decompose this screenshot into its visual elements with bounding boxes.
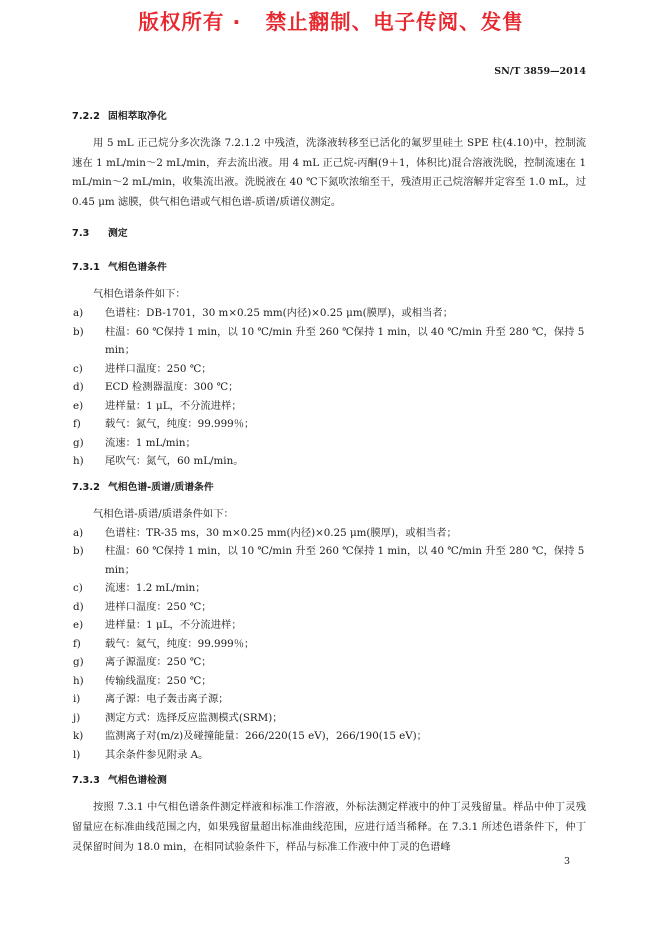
heading-7-3-2 xyxy=(72,480,586,496)
list-item xyxy=(72,378,586,397)
list-item-text: 离子源温度：250 ℃； xyxy=(105,656,212,669)
list-item-text: 柱温：60 ℃保持 1 min，以 10 ℃/min 升至 260 ℃保持 1 min，以 40 ℃/min 升至 280 ℃，保持 5 min； xyxy=(105,545,585,576)
heading-number: 7.3.2 xyxy=(72,481,100,493)
list-item-text: 尾吹气：氮气，60 mL/min。 xyxy=(105,455,244,468)
list-item-text: 载气：氦气，纯度：99.999％； xyxy=(105,637,255,650)
list-item xyxy=(72,709,586,728)
list-intro: 气相色谱-质谱/质谱条件如下： xyxy=(93,507,234,520)
list-item-text: 色谱柱：DB-1701，30 m×0.25 mm(内径)×0.25 μm(膜厚)，或相当者； xyxy=(105,307,453,320)
list-item-text: 进样口温度：250 ℃； xyxy=(105,600,212,613)
heading-7-3-1 xyxy=(72,260,586,276)
list-item-text: 其余条件参见附录 A。 xyxy=(105,748,209,761)
list-item xyxy=(72,323,586,360)
list-item-text: 柱温：60 ℃保持 1 min，以 10 ℃/min 升至 260 ℃保持 1 min，以 40 ℃/min 升至 280 ℃，保持 5 min； xyxy=(105,325,585,357)
list-item-marker: d) xyxy=(73,381,84,394)
list-intro: 气相色谱条件如下： xyxy=(93,288,186,301)
list-item xyxy=(72,653,586,672)
watermark: 版权所有 · 禁止翻制、电子传阅、发售 xyxy=(138,10,524,34)
list-item xyxy=(72,579,586,598)
heading-7-3 xyxy=(72,226,586,242)
heading-number: 7.2.2 xyxy=(72,111,100,122)
list-item-text: 离子源：电子轰击离子源； xyxy=(105,693,229,706)
list-item-text: 流速：1.2 mL/min； xyxy=(105,582,206,595)
list-item xyxy=(72,635,586,654)
list-item-marker: l) xyxy=(73,748,81,761)
list-item-marker: e) xyxy=(73,399,84,412)
list-item xyxy=(72,304,586,323)
list-item-text: 测定方式：选择反应监测模式(SRM)； xyxy=(105,711,283,724)
list-item-marker: b) xyxy=(73,545,84,558)
heading-title: 固相萃取净化 xyxy=(108,111,167,122)
list-item xyxy=(72,598,586,617)
heading-title: 气相色谱条件 xyxy=(108,262,167,274)
list-item-marker: a) xyxy=(73,307,84,320)
page-number: 3 xyxy=(563,856,570,867)
list-item-marker: k) xyxy=(73,730,84,743)
list-item-marker: i) xyxy=(73,693,81,706)
heading-7-3-3 xyxy=(72,773,586,789)
gc-conditions-list xyxy=(72,304,586,471)
list-item-text: ECD 检测器温度：300 ℃； xyxy=(105,381,239,394)
list-item-text: 进样口温度：250 ℃； xyxy=(105,362,212,375)
list-item xyxy=(72,434,586,453)
list-item xyxy=(72,397,586,416)
list-item-marker: j) xyxy=(73,711,81,724)
list-item-marker: h) xyxy=(73,674,84,687)
list-item xyxy=(72,672,586,691)
list-item-text: 色谱柱：TR-35 ms，30 m×0.25 mm(内径)×0.25 μm(膜厚)，或相当者； xyxy=(105,526,457,539)
list-item-marker: b) xyxy=(73,325,84,338)
list-item-text: 载气：氮气，纯度：99.999％； xyxy=(105,418,255,431)
list-item xyxy=(72,360,586,379)
list-item-text: 进样量：1 μL，不分流进样； xyxy=(105,399,242,412)
list-item-text: 流速：1 mL/min； xyxy=(105,436,196,449)
list-item xyxy=(72,542,586,579)
document-body xyxy=(72,109,586,857)
list-item-marker: g) xyxy=(73,436,84,449)
standard-number: SN/T 3859—2014 xyxy=(494,66,586,77)
list-item xyxy=(72,727,586,746)
list-item-marker: f) xyxy=(73,418,81,431)
list-item-text: 进样量：1 μL，不分流进样； xyxy=(105,619,242,632)
heading-number: 7.3.1 xyxy=(72,262,100,274)
heading-7-2-2 xyxy=(72,109,586,125)
heading-title: 气相色谱检测 xyxy=(108,775,167,787)
list-item xyxy=(72,452,586,471)
paragraph-7-2-2: 用 5 mL 正己烷分多次洗涤 7.2.1.2 中残渣，洗涤液转移至已活化的氟罗里硅土 SPE 柱(4.10)中，控制流速在 1 mL/min～2 mL/min，弃去流出液。用 4 mL 正己烷-丙酮(9＋1，体积比)混合溶液洗脱，控制流速在 1 mL/min～2 mL/min，收集流出液。洗脱液在 40 ℃下氮吹浓缩至干，残渣用正己烷溶解并定容至 1.0 mL，过 0.45 μm 滤膜，供气相色谱或气相色谱-质谱/质谱仪测定。 xyxy=(72,137,586,208)
list-item-marker: d) xyxy=(73,600,84,613)
list-item xyxy=(72,746,586,765)
heading-number: 7.3 xyxy=(72,228,90,240)
paragraph-7-3-3: 按照 7.3.1 中气相色谱条件测定样液和标准工作溶液，外标法测定样液中的仲丁灵残留量。样品中仲丁灵残留量应在标准曲线范围之内，如果残留量超出标准曲线范围，应进行适当稀释。在 7.3.1 所述色谱条件下，仲丁灵保留时间为 18.0 min，在相同试验条件下，样品与标准工作液中仲丁灵的色谱峰 xyxy=(72,801,586,853)
list-item xyxy=(72,690,586,709)
list-item-text: 传输线温度：250 ℃； xyxy=(105,674,212,687)
list-item-marker: c) xyxy=(73,582,83,595)
list-item-text: 监测离子对(m/z)及碰撞能量：266/220(15 eV)，266/190(15 eV)； xyxy=(105,730,427,743)
list-item xyxy=(72,415,586,434)
list-item-marker: g) xyxy=(73,656,84,669)
heading-number: 7.3.3 xyxy=(72,775,100,787)
list-item-marker: a) xyxy=(73,526,84,539)
heading-title: 测定 xyxy=(108,228,128,240)
list-item-marker: c) xyxy=(73,362,83,375)
list-item-marker: h) xyxy=(73,455,84,468)
list-item xyxy=(72,616,586,635)
list-item xyxy=(72,524,586,543)
heading-title: 气相色谱-质谱/质谱条件 xyxy=(108,481,214,493)
gcmsms-conditions-list xyxy=(72,524,586,765)
list-item-marker: f) xyxy=(73,637,81,650)
list-item-marker: e) xyxy=(73,619,84,632)
